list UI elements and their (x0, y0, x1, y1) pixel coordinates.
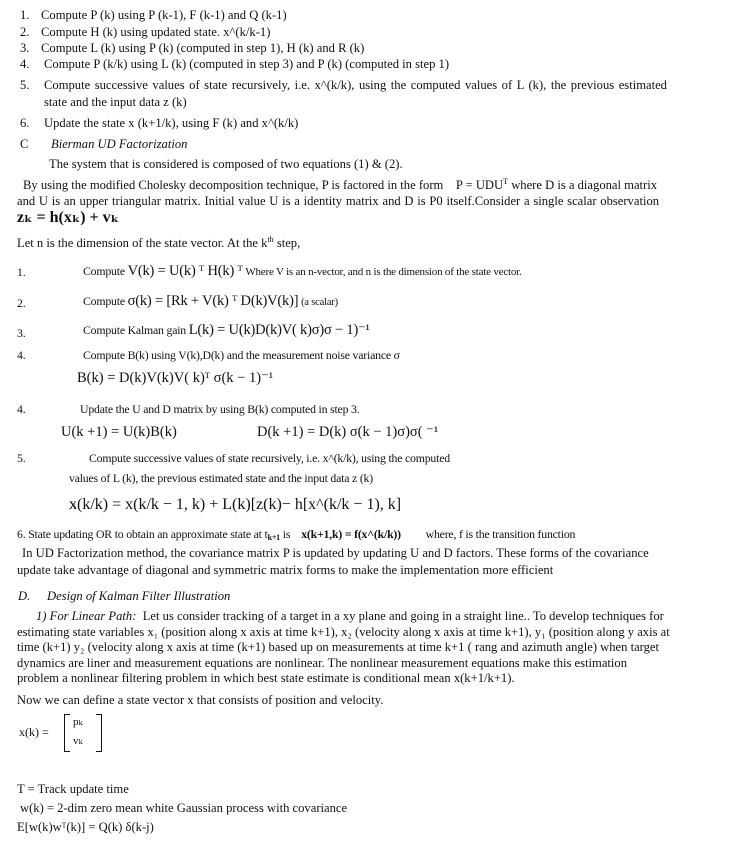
step-text: Compute L (k) using P (k) (computed in step 1), H (k) and R (k) (41, 41, 365, 55)
right-bracket (96, 714, 102, 752)
step-text: Where V is an n-vector, and n is the dimension of the state vector. (245, 266, 522, 278)
paragraph-text: By using the modified Cholesky decomposition technique, P is factored in the form (23, 178, 444, 192)
matrix-entry-position: pₖ (73, 716, 83, 728)
step-number: 1. (20, 8, 30, 22)
step-text-continued: values of L (k), the previous estimated state and the input data z (k) (69, 471, 373, 485)
matrix-entry-velocity: vₖ (73, 735, 83, 747)
step-number: 4. (17, 348, 26, 362)
paragraph-line (17, 609, 732, 625)
paragraph-text: step, (273, 236, 301, 250)
definition-line: w(k) = 2-dim zero mean white Gaussian process with covariance (20, 801, 348, 815)
superscript: T (503, 177, 509, 186)
step-text: 6. State updating OR to obtain an approximate state at t (17, 527, 268, 541)
step-text: Compute (83, 264, 125, 278)
step-number: 3. (20, 41, 30, 55)
equation-text: P = UDU (455, 178, 504, 192)
step-line (83, 323, 370, 338)
step-number: 5. (17, 451, 26, 465)
paragraph-line: problem a nonlinear filtering problem in which best state estimate is conditional mean x(k+1/k+1). (17, 671, 515, 685)
definition-line: T = Track update time (17, 782, 129, 796)
summary-line: update take advantage of diagonal and symmetric matrix forms to make the implementation more efficient (17, 563, 554, 577)
equation-text: B(k) = D(k)V(k)V( k)ᵀ σ(k − 1)⁻¹ (77, 370, 274, 386)
step-text: (a scalar) (301, 297, 338, 308)
equation-text: x(k/k) = x(k/k − 1, k) + L(k)[z(k)− h[x^(k/k − 1), k] (69, 496, 402, 513)
paragraph-line: Now we can define a state vector x that consists of position and velocity. (17, 693, 384, 707)
expectation-equation: E[w(k)wᵀ(k)] = Q(k) δ(k-j) (17, 820, 154, 834)
step-text: Compute successive values of state recursively, i.e. x^(k/k), using the computed (89, 451, 450, 465)
section-d-paragraph (17, 609, 732, 687)
step-text: Update the U and D matrix by using B(k) computed in step 3. (80, 402, 360, 416)
section-label: C (20, 137, 29, 151)
step-number: 2. (17, 296, 26, 310)
section-label: D. (18, 589, 31, 603)
observation-equation: zₖ = h(xₖ) + vₖ (17, 209, 120, 226)
paragraph-text: where D is a diagonal matrix (511, 178, 658, 192)
state-equation-lhs: x(k) = (19, 725, 49, 739)
subsection-title: 1) For Linear Path: (36, 609, 137, 623)
step-text: Compute H (k) using updated state. x^(k/k-1) (41, 25, 271, 39)
paragraph-text: Let n is the dimension of the state vector. At the k (17, 236, 268, 250)
step6-line (17, 527, 575, 542)
subscript: k+1 (267, 533, 280, 542)
step-text: Update the state x (k+1/k), using F (k) and x^(k/k) (44, 116, 299, 130)
paragraph-line (17, 236, 300, 251)
step-number: 3. (17, 326, 26, 340)
step-text: Compute P (k) using P (k-1), F (k-1) and Q (k-1) (41, 8, 287, 22)
equation-text: σ(k) = [Rk + V(k) ᵀ D(k)V(k)] (127, 293, 299, 309)
step-line (83, 264, 522, 280)
step-text: where, f is the transition function (425, 527, 576, 541)
paragraph-line: time (k+1) y₂ (velocity along x axis at time (k+1) based up on measurements at time k+1 ( rang and azimuth angle) when target (17, 640, 660, 654)
paragraph-line: dynamics are liner and measurement equations are nonlinear. The nonlinear measurement equations make this estimation (17, 655, 628, 670)
left-bracket (64, 714, 70, 752)
intro-paragraph: The system that is considered is composed of two equations (1) & (2). (49, 157, 403, 171)
step-text: Compute (83, 294, 125, 308)
step-number: 6. (20, 116, 30, 130)
step-text: Compute P (k/k) using L (k) (computed in step 3) and P (k) (computed in step 1) (44, 57, 450, 71)
step-text: Compute Kalman gain (83, 323, 187, 337)
paragraph-line (23, 178, 657, 193)
superscript: th (267, 235, 274, 244)
paragraph-line: and U is an upper triangular matrix. Initial value U is a identity matrix and D is P0 itself.Consider a single scalar observation (17, 194, 660, 208)
step-number: 1. (17, 265, 26, 279)
step-number: 4. (20, 57, 30, 71)
equation-d-update: D(k +1) = D(k) σ(k − 1)σ)σ( ⁻¹ (257, 424, 439, 440)
step-text-continued: state and the input data z (k) (44, 95, 187, 109)
step-text: is (280, 527, 291, 541)
inline-equation (456, 178, 508, 192)
summary-line: In UD Factorization method, the covariance matrix P is updated by updating U and D factors. These forms of the covariance (22, 546, 649, 560)
paragraph-line: estimating state variables x₁ (position along x axis at time k+1), x₂ (velocity along x axis at time k+1), y₁ (position along y axis at (17, 624, 670, 639)
equation-text: V(k) = U(k) ᵀ H(k) ᵀ (127, 263, 243, 279)
equation-u-update: U(k +1) = U(k)B(k) (61, 424, 177, 440)
step-number: 5. (20, 78, 30, 92)
step-number: 4. (17, 402, 26, 416)
equation-text: L(k) = U(k)D(k)V( k)σ)σ − 1)⁻¹ (188, 322, 370, 338)
transition-equation: x(k+1,k) = f(x^(k/k)) (301, 527, 401, 541)
paragraph-text: Let us consider tracking of a target in a xy plane and going in a straight line.. To develop techniques for (142, 609, 664, 623)
step-text: Compute B(k) using V(k),D(k) and the measurement noise variance σ (83, 348, 400, 362)
step-text: Compute successive values of state recursively, i.e. x^(k/k), using the computed values of L (k), the previous estimated (44, 78, 667, 92)
section-title: Design of Kalman Filter Illustration (47, 589, 231, 603)
section-title: Bierman UD Factorization (51, 137, 188, 151)
step-number: 2. (20, 25, 30, 39)
state-estimate-equation (69, 497, 401, 512)
step-line (83, 294, 338, 310)
